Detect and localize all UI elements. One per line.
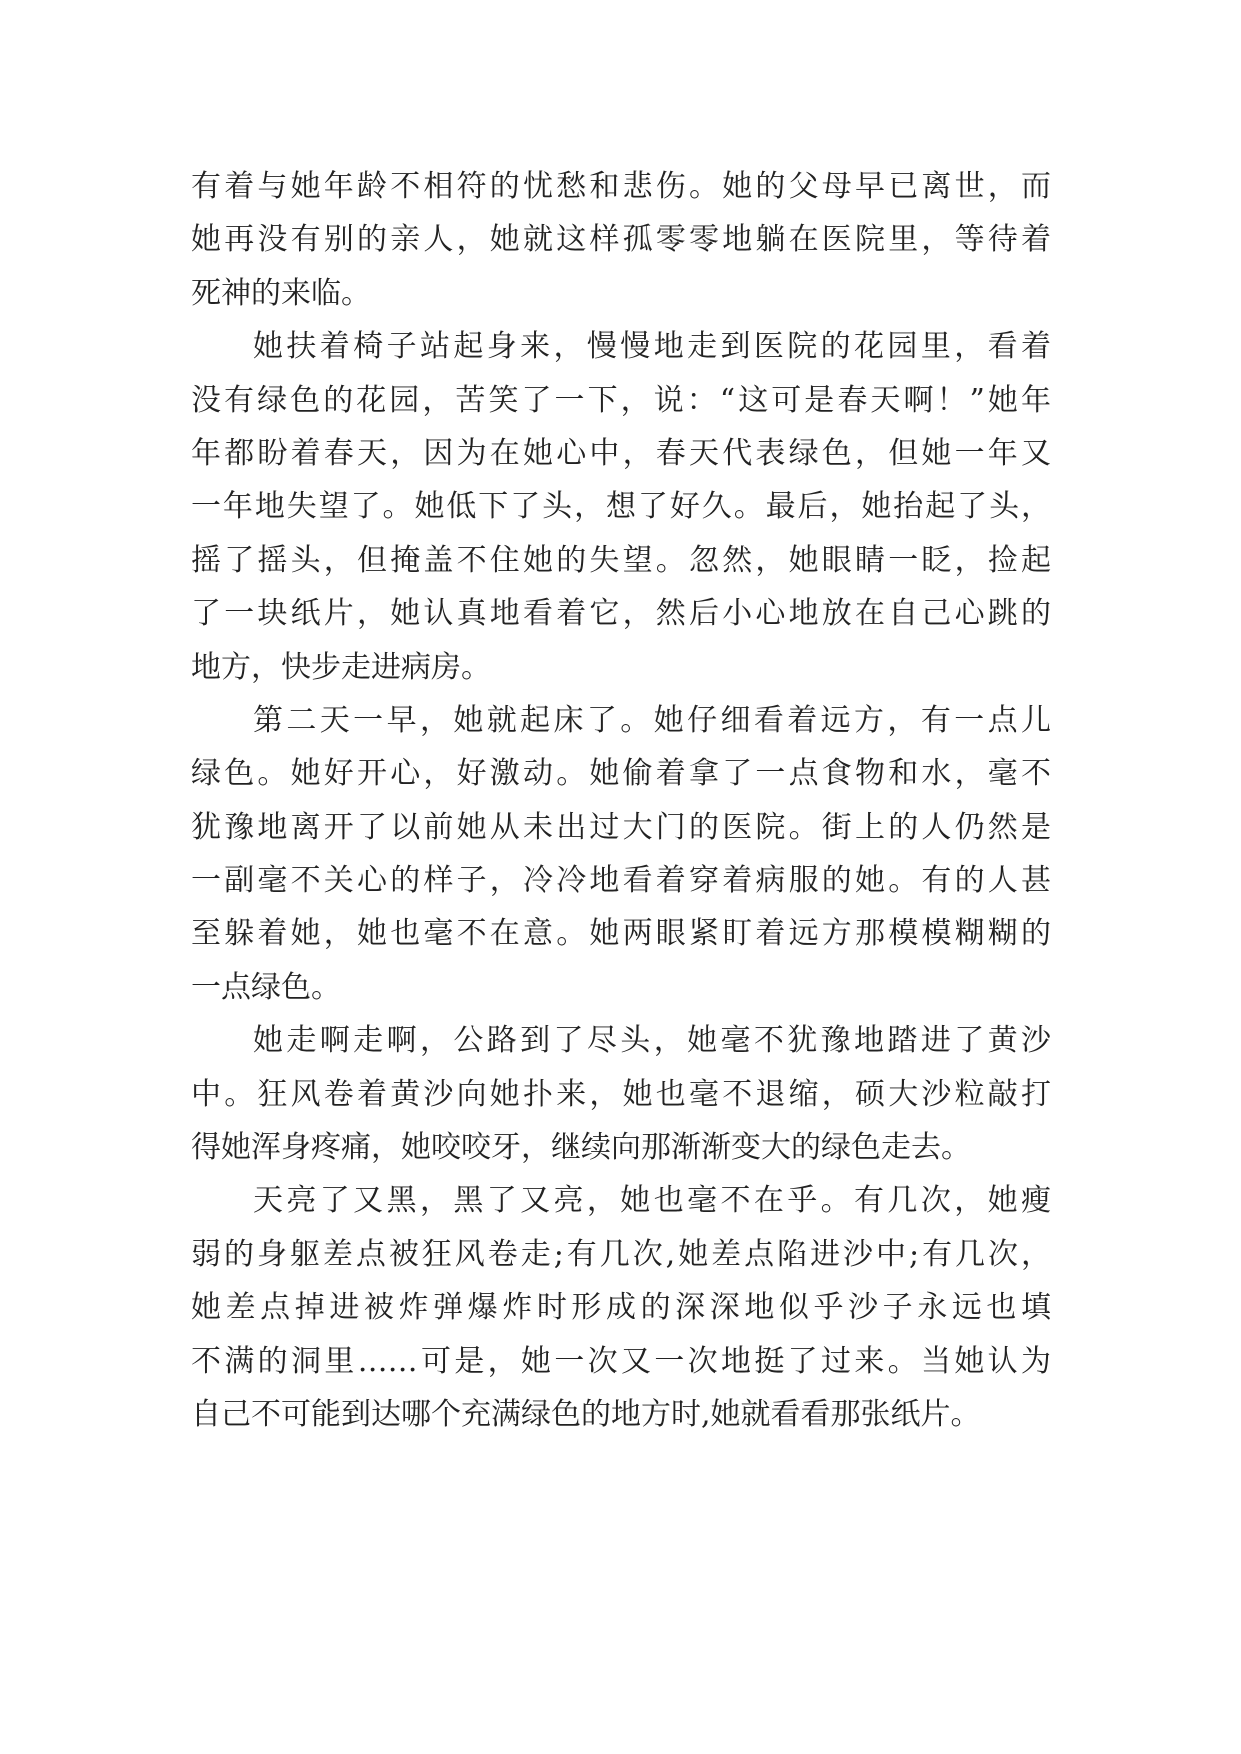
text-line: 弱的身躯差点被狂风卷走;有几次,她差点陷进沙中;有几次， [191, 1236, 1051, 1272]
text-line: 死神的来临。 [191, 275, 371, 311]
text-line: 了一块纸片，她认真地看着它，然后小心地放在自己心跳的 [191, 596, 1051, 632]
text-line: 她扶着椅子站起身来，慢慢地走到医院的花园里，看着 [253, 329, 1051, 365]
text-line: 摇了摇头，但掩盖不住她的失望。忽然，她眼睛一眨，捡起 [191, 542, 1051, 578]
text-line: 她差点掉进被炸弹爆炸时形成的深深地似乎沙子永远也填 [191, 1290, 1051, 1326]
text-line: 不满的洞里……可是，她一次又一次地挺了过来。当她认为 [191, 1343, 1051, 1379]
paragraph [191, 694, 1051, 1014]
paragraph [191, 1014, 1051, 1174]
text-line: 天亮了又黑，黑了又亮，她也毫不在乎。有几次，她瘦 [253, 1183, 1051, 1219]
text-line: 没有绿色的花园，苦笑了一下，说：“这可是春天啊！”她年 [191, 382, 1051, 418]
text-line: 犹豫地离开了以前她从未出过大门的医院。街上的人仍然是 [191, 809, 1051, 845]
text-line: 一年地失望了。她低下了头，想了好久。最后，她抬起了头， [191, 489, 1051, 525]
text-line: 她再没有别的亲人，她就这样孤零零地躺在医院里，等待着 [191, 222, 1051, 258]
text-line: 绿色。她好开心，好激动。她偷着拿了一点食物和水，毫不 [191, 756, 1051, 792]
body-text [191, 160, 1051, 1441]
text-line: 地方，快步走进病房。 [191, 649, 491, 685]
text-line: 第二天一早，她就起床了。她仔细看着远方，有一点儿 [253, 702, 1051, 738]
text-line: 得她浑身疼痛，她咬咬牙，继续向那渐渐变大的绿色走去。 [191, 1130, 971, 1166]
paragraph [191, 1174, 1051, 1441]
text-line: 一副毫不关心的样子，冷冷地看着穿着病服的她。有的人甚 [191, 863, 1051, 899]
text-line: 至躲着她，她也毫不在意。她两眼紧盯着远方那模模糊糊的 [191, 916, 1051, 952]
text-line: 她走啊走啊，公路到了尽头，她毫不犹豫地踏进了黄沙 [253, 1023, 1051, 1059]
text-line: 有着与她年龄不相符的忧愁和悲伤。她的父母早已离世，而 [191, 169, 1051, 204]
paragraph [191, 160, 1051, 320]
text-line: 中。狂风卷着黄沙向她扑来，她也毫不退缩，硕大沙粒敲打 [191, 1076, 1051, 1112]
text-line: 年都盼着春天，因为在她心中，春天代表绿色，但她一年又 [191, 435, 1051, 471]
text-line: 一点绿色。 [191, 969, 341, 1005]
paragraph [191, 320, 1051, 694]
text-line: 自己不可能到达哪个充满绿色的地方时,她就看看那张纸片。 [191, 1396, 981, 1432]
